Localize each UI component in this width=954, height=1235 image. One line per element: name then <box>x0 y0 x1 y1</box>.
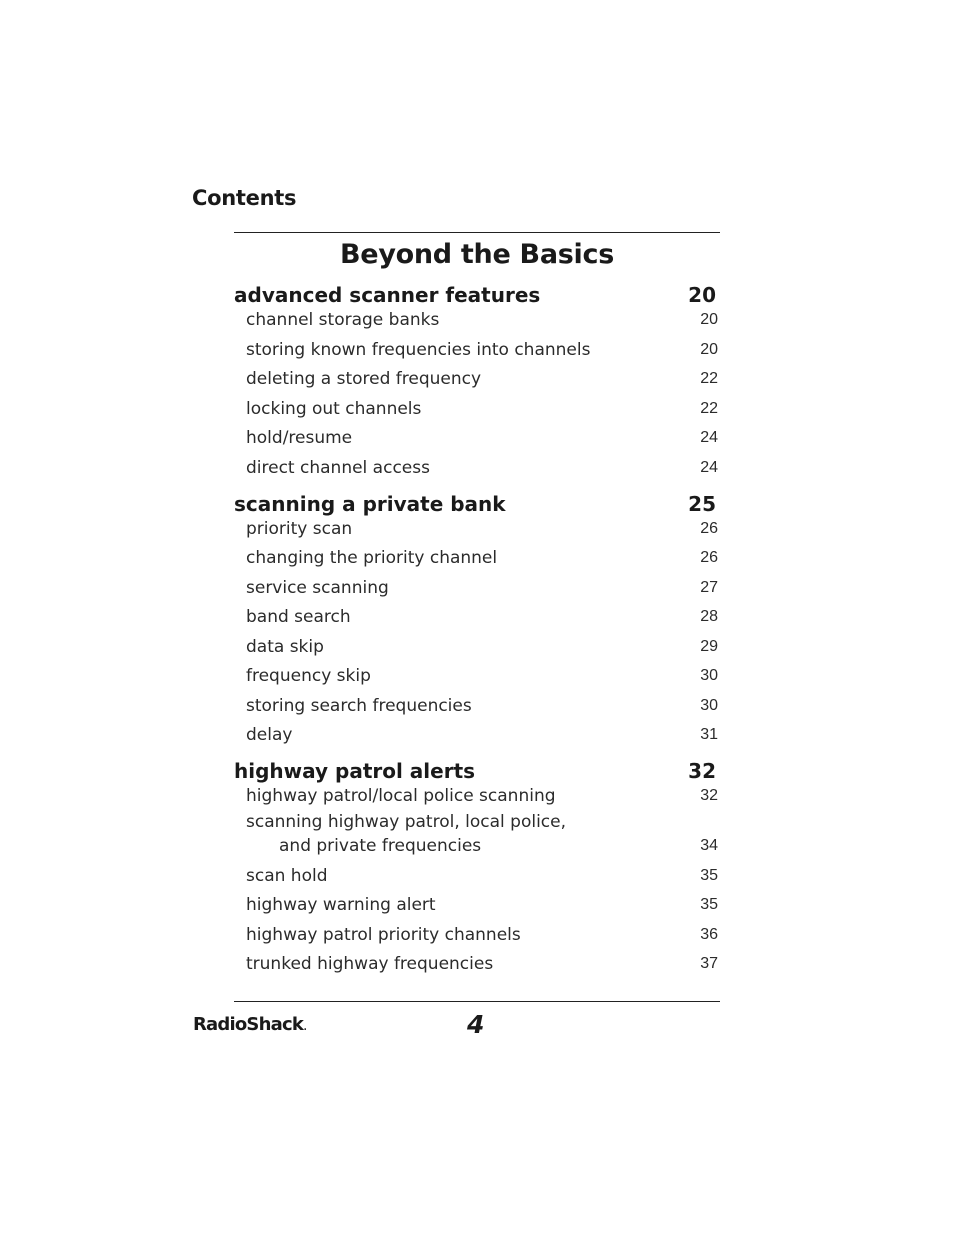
toc-entry[interactable] <box>234 890 720 920</box>
toc-title: Beyond the Basics <box>340 239 614 270</box>
entry-page: 24 <box>700 458 718 476</box>
entry-label-line-2: and private frequencies <box>279 836 482 856</box>
top-divider <box>234 232 720 233</box>
entry-page: 29 <box>700 637 718 655</box>
entry-label: trunked highway frequencies <box>246 954 494 974</box>
page-header: Contents <box>192 186 297 210</box>
toc-section-highway-patrol-alerts <box>234 758 720 978</box>
section-title: scanning a private bank <box>234 491 506 516</box>
section-heading[interactable] <box>234 491 720 517</box>
section-title: advanced scanner features <box>234 283 541 307</box>
entry-label: highway patrol/local police scanning <box>246 786 556 806</box>
entry-label <box>246 810 566 860</box>
toc-entry[interactable] <box>234 393 720 423</box>
entry-page: 32 <box>700 787 718 804</box>
toc-entry[interactable] <box>234 661 720 691</box>
toc-entry[interactable] <box>234 572 720 602</box>
entry-label: changing the priority channel <box>246 548 498 568</box>
entry-label: direct channel access <box>246 457 430 478</box>
toc-entry[interactable] <box>234 810 720 860</box>
entry-page: 31 <box>700 726 718 743</box>
toc-entry[interactable] <box>234 860 720 890</box>
entry-page: 30 <box>700 667 718 684</box>
entry-page: 37 <box>700 955 718 972</box>
entry-label: band search <box>246 607 351 627</box>
entry-label: scan hold <box>246 865 328 886</box>
toc-entry[interactable] <box>234 517 720 543</box>
entry-page: 30 <box>700 696 718 714</box>
entry-page: 35 <box>700 866 718 884</box>
entry-label: highway warning alert <box>246 895 436 915</box>
page-number: 4 <box>467 1010 485 1039</box>
entry-page: 22 <box>700 370 718 387</box>
toc-entry[interactable] <box>234 364 720 394</box>
entry-page: 20 <box>700 340 718 358</box>
entry-page: 35 <box>700 896 718 913</box>
brand-logo <box>193 1014 307 1035</box>
toc-section-advanced-scanner-features <box>234 282 720 482</box>
section-page: 32 <box>688 759 716 783</box>
section-title: highway patrol alerts <box>234 759 476 783</box>
entry-label: delay <box>246 725 293 745</box>
section-page: 20 <box>688 283 716 307</box>
brand-name: RadioShack <box>193 1014 303 1035</box>
section-heading[interactable] <box>234 758 720 784</box>
entry-label: locking out channels <box>246 398 422 419</box>
section-heading[interactable] <box>234 282 720 308</box>
toc-entry[interactable] <box>234 784 720 810</box>
toc-entry[interactable] <box>234 452 720 482</box>
table-of-contents <box>234 232 720 987</box>
toc-entry[interactable] <box>234 423 720 453</box>
entry-page: 27 <box>700 578 718 596</box>
entry-label: deleting a stored frequency <box>246 369 482 389</box>
entry-label: hold/resume <box>246 428 353 448</box>
section-page: 25 <box>688 491 716 516</box>
entry-page: 28 <box>700 608 718 625</box>
toc-entry[interactable] <box>234 602 720 632</box>
entry-label: storing search frequencies <box>246 695 472 716</box>
entry-page: 26 <box>700 519 718 537</box>
toc-entry[interactable] <box>234 690 720 720</box>
entry-page: 22 <box>700 399 718 417</box>
toc-section-scanning-a-private-bank <box>234 491 720 750</box>
toc-entry[interactable] <box>234 308 720 334</box>
toc-entry[interactable] <box>234 543 720 573</box>
entry-label: data skip <box>246 636 324 657</box>
toc-entry[interactable] <box>234 919 720 949</box>
toc-entry[interactable] <box>234 334 720 364</box>
brand-dot: . <box>303 1018 307 1034</box>
entry-page: 34 <box>700 837 718 854</box>
entry-page: 36 <box>700 925 718 943</box>
entry-page: 26 <box>700 549 718 566</box>
toc-entry[interactable] <box>234 949 720 979</box>
toc-entry[interactable] <box>234 720 720 750</box>
toc-entry[interactable] <box>234 631 720 661</box>
entry-label: priority scan <box>246 518 353 539</box>
entry-label: highway patrol priority channels <box>246 924 521 945</box>
entry-label: service scanning <box>246 577 389 598</box>
entry-label: frequency skip <box>246 666 371 686</box>
entry-label: storing known frequencies into channels <box>246 339 591 360</box>
bottom-divider <box>234 1001 720 1002</box>
entry-page: 20 <box>700 311 718 328</box>
entry-label-line-1: scanning highway patrol, local police, <box>246 812 566 832</box>
entry-page: 24 <box>700 429 718 446</box>
entry-label: channel storage banks <box>246 310 440 330</box>
